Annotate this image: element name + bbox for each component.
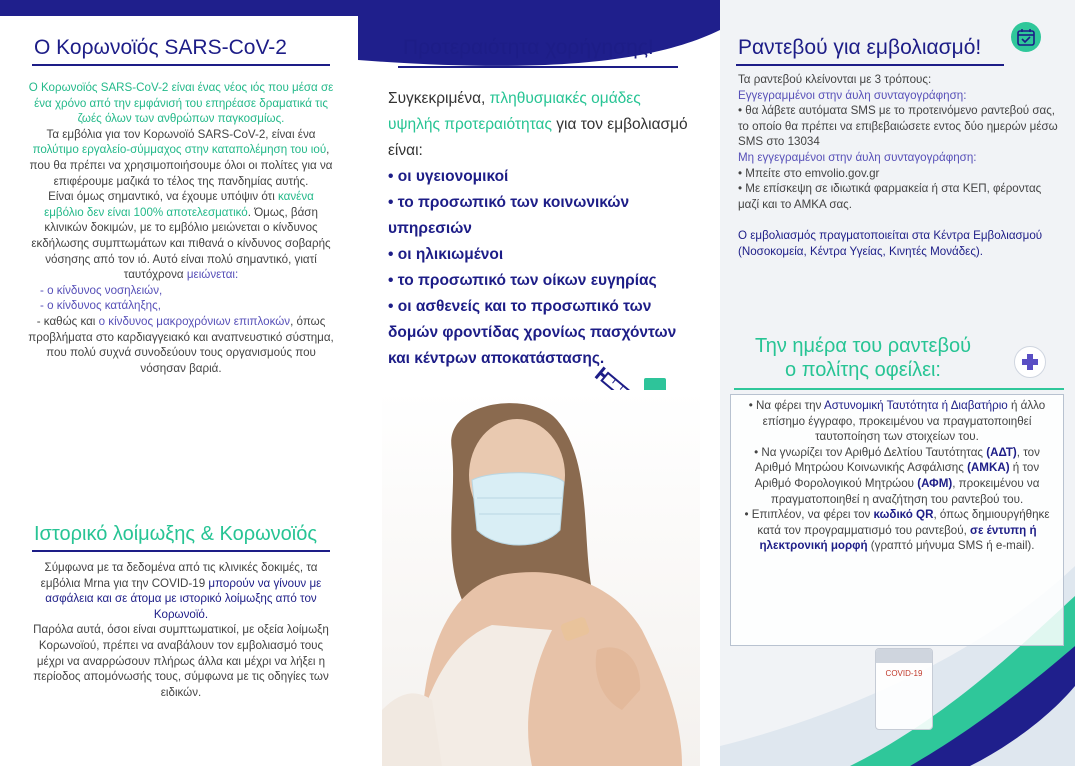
history-p1: Σύμφωνα με τα δεδομένα από τις κλινικές δοκιμές, τα εμβόλια Mrna για την COVID-19 μπορούν να γίνουν με ασφάλεια και σε άτομα με ιστορικό λοίμωξης από τον Κορωνοϊό. <box>40 561 322 621</box>
priority-item-elderly: • οι ηλικιωμένοι <box>388 246 504 263</box>
priority-item-social: • το προσωπικό των κοινωνικών υπηρεσιών <box>388 194 630 237</box>
priority-intro: Συγκεκριμένα, πληθυσμιακές ομάδες υψηλής προτεραιότητας για τον εμβολιασμό είναι: <box>388 90 688 159</box>
heading2-underline <box>32 550 330 552</box>
duty-numbers: • Να γνωρίζει τον Αριθμό Δελτίου Ταυτότητας (ΑΔΤ), τον Αριθμό Μητρώου Κοινωνικής Ασφάλισης (ΑΜΚΑ) ή τον Αριθμό Φορολογικού Μητρώου (ΑΦΜ), προκειμένου να πραγματοποιηθεί η αναζήτηση του ραντεβού του. <box>754 445 1040 506</box>
duty-qr: • Επιπλέον, να φέρει τον κωδικό QR, όπως δημιουργήθηκε κατά τον προγραμματισμό του ραντεβού, σε έντυπη ή ηλεκτρονική μορφή (γραπτό μήνυμα SMS ή e-mail). <box>744 508 1050 553</box>
vaccinated-woman-photo <box>382 390 700 766</box>
heading-history: Ιστορικό λοίμωξης & Κορωνοϊός <box>34 523 318 545</box>
unregistered-label: Μη εγγεγραμένοι στην άυλη συνταγογράφηση: <box>738 150 977 164</box>
registered-text: • θα λάβετε αυτόματα SMS με το προτεινόμενο ραντεβού σας, το οποίο θα πρέπει να επιβεβαιώσετε εντος δύο ημερών μέσω SMS στο 13034 <box>738 104 1058 149</box>
heading-underline <box>32 64 330 66</box>
priority-item-homes: • το προσωπικό των οίκων ευγηρίας <box>388 272 657 289</box>
bullet-outcome: - ο κίνδυνος κατάληξης, <box>40 299 161 313</box>
history-p2: Παρόλα αυτά, όσοι είναι συμπτωματικοί, με οξεία λοίμωξη Κορωνοϊού, πρέπει να αναβάλουν τον εμβολιασμό τους μέχρι να αναρρώσουν πλήρως άλλα και μέχρι να λήξει η περίοδος απομόνωσής τους, σύμφωνα με τις οδηγίες των ειδικών. <box>33 623 329 699</box>
vaccine-vial-icon <box>875 648 933 730</box>
column-right <box>720 0 1075 766</box>
calendar-check-icon <box>1011 22 1041 52</box>
column-left <box>0 0 358 766</box>
vaccine-paragraph: Τα εμβόλια για τον Κορωνοϊό SARS-CoV-2, είναι ένα πολύτιμο εργαλείο-σύμμαχος στην καταπολέμηση του ιού, που θα πρέπει να χρησιμοποιήσουμε όλοι οι πολίτες για να επιφέρουμε μαζικά το τέλος της πανδημίας αυτής. <box>29 127 333 188</box>
history-text <box>28 560 334 700</box>
bullet-complications: - καθώς και ο κίνδυνος μακροχρόνιων επιπλοκών, όπως προβλήματα στο καρδιαγγειακό και αναπνευστικό σύστημα, που πολύ συχνά συνοδεύουν τους οργανισμούς που νόσησαν βαριά. <box>28 314 334 375</box>
heading-sars: Ο Κορωνοϊός SARS-CoV-2 <box>34 36 287 59</box>
heading-appointment: Ραντεβού για εμβολιασμό! <box>738 36 982 59</box>
efficacy-paragraph: Είναι όμως σημαντικό, να έχουμε υπόψιν ότι κανένα εμβόλιο δεν είναι 100% αποτελεσματικό. Όμως, βάση κλινικών δοκιμών, με το εμβόλιο μειώνεται ο κίνδυνος εκδήλωσης συμπτωμάτων και πιθανά ο κίνδυνος σοβαρής νόσησης από τον ιό. Αυτό είναι πολύ σημαντικό, γιατί ταυτόχρονα μειώνεται: <box>31 190 331 282</box>
appointment-underline <box>736 64 1004 66</box>
unregistered-visit: • Με επίσκεψη σε ιδιωτικά φαρμακεία ή στα ΚΕΠ, φέροντας μαζί και το ΑΜΚΑ σας. <box>738 182 1042 211</box>
vaccination-centers: Ο εμβολιασμός πραγματοποιείται στα Κέντρα Εμβολιασμού (Νοσοκομεία, Κέντρα Υγείας, Κινητές Μονάδες). <box>738 229 1043 258</box>
plus-icon <box>1014 346 1046 378</box>
priority-item-patients: • οι ασθενείς και το προσωπικό των δομών φροντίδας χρονίως πασχόντων και κέντρων αποκατάστασης. <box>388 298 677 367</box>
top-bar <box>0 0 358 16</box>
appointment-info <box>738 72 1058 260</box>
heading-priority: Προτεραιότητα χορήγησης! <box>403 36 654 59</box>
intro-text <box>28 80 334 376</box>
priority-item-health: • οι υγειονομικοί <box>388 168 509 185</box>
bullet-hospital: - ο κίνδυνος νοσηλειών, <box>40 283 163 297</box>
duty-id: • Να φέρει την Αστυνομική Ταυτότητα ή Διαβατήριο ή άλλο επίσημο έγγραφο, προκειμένου να πραγματοποιηθεί ταυτοποίηση των στοιχείων του. <box>748 399 1046 444</box>
heading-citizen-duty: Την ημέρα του ραντεβού ο πολίτης οφείλει: <box>754 335 972 381</box>
vial-label: COVID-19 <box>885 669 923 678</box>
priority-list <box>388 86 688 372</box>
priority-underline <box>398 66 678 68</box>
registered-label: Εγγεγραμμένοι στην άυλη συνταγογράφηση: <box>738 88 967 102</box>
unregistered-web: • Μπείτε στο emvolio.gov.gr <box>738 166 880 180</box>
intro-green: Ο Κορωνοϊός SARS-CoV-2 είναι ένας νέος ιός που μέσα σε ένα χρόνο από την εμφάνισή του επηρέασε δραματικά τις ζωές όλων των ανθρώπων παγκοσμίως. <box>28 81 334 126</box>
appointment-ways: Τα ραντεβού κλείνονται με 3 τρόπους: <box>738 73 932 86</box>
column-middle <box>358 0 720 766</box>
duty-underline <box>734 388 1064 390</box>
duty-list <box>736 398 1058 554</box>
